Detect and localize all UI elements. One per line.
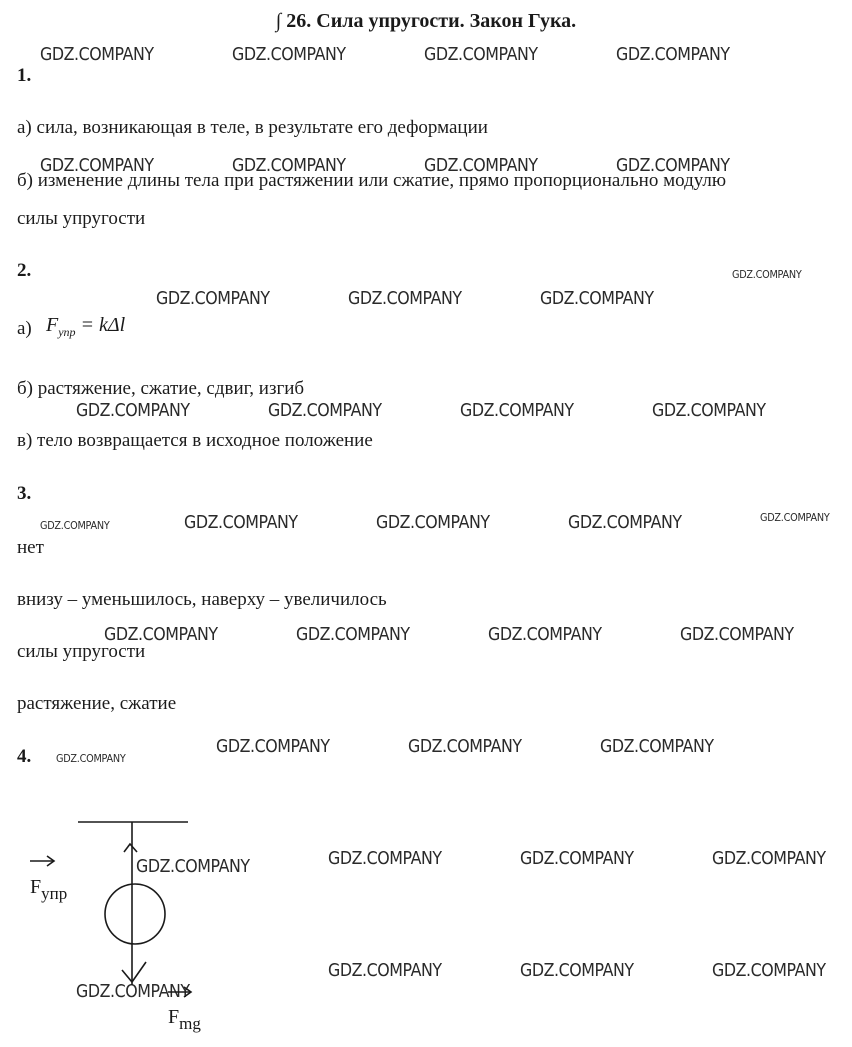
watermark: GDZ.COMPANY — [732, 268, 802, 281]
watermark: GDZ.COMPANY — [232, 44, 346, 65]
watermark: GDZ.COMPANY — [424, 155, 538, 176]
watermark: GDZ.COMPANY — [232, 155, 346, 176]
q2-answer-c: в) тело возвращается в исходное положение — [17, 430, 373, 451]
watermark: GDZ.COMPANY — [760, 511, 830, 524]
watermark: GDZ.COMPANY — [56, 752, 126, 765]
watermark: GDZ.COMPANY — [328, 960, 442, 981]
q2-answer-b: б) растяжение, сжатие, сдвиг, изгиб — [17, 378, 305, 399]
question-4-number: 4. — [17, 746, 32, 767]
elastic-force-label: $F_{упр}$ — [30, 876, 68, 903]
watermark: GDZ.COMPANY — [488, 624, 602, 645]
question-1-number: 1. — [17, 65, 32, 86]
watermark: GDZ.COMPANY — [460, 400, 574, 421]
watermark: GDZ.COMPANY — [520, 848, 634, 869]
watermark: GDZ.COMPANY — [652, 400, 766, 421]
watermark: GDZ.COMPANY — [40, 519, 110, 532]
watermark: GDZ.COMPANY — [268, 400, 382, 421]
gravity-force-label: $F_{mg}$ — [168, 1006, 201, 1033]
watermark: GDZ.COMPANY — [680, 624, 794, 645]
watermark: GDZ.COMPANY — [348, 288, 462, 309]
q1-answer-a: а) сила, возникающая в теле, в результате его деформации — [17, 117, 488, 138]
watermark: GDZ.COMPANY — [328, 848, 442, 869]
watermark: GDZ.COMPANY — [540, 288, 654, 309]
question-3-number: 3. — [17, 483, 32, 504]
q3-answer-3: силы упругости — [17, 641, 146, 662]
q1-answer-b-line1: б) изменение длины тела при растяжении или сжатие, прямо пропорционально модулю — [17, 170, 727, 191]
watermark: GDZ.COMPANY — [40, 155, 154, 176]
watermark: GDZ.COMPANY — [104, 624, 218, 645]
watermark: GDZ.COMPANY — [712, 960, 826, 981]
q3-answer-2: внизу – уменьшилось, наверху – увеличилось — [17, 589, 387, 610]
formula-force-symbol: F — [46, 314, 59, 336]
watermark: GDZ.COMPANY — [76, 400, 190, 421]
watermark: GDZ.COMPANY — [376, 512, 490, 533]
section-title: ∫ 26. Сила упругости. Закон Гука. — [275, 10, 577, 32]
watermark: GDZ.COMPANY — [408, 736, 522, 757]
suspended-ball — [105, 884, 165, 944]
watermark: GDZ.COMPANY — [184, 512, 298, 533]
watermark: GDZ.COMPANY — [616, 155, 730, 176]
watermark: GDZ.COMPANY — [136, 856, 250, 877]
q3-answer-1: нет — [17, 537, 44, 558]
watermark: GDZ.COMPANY — [216, 736, 330, 757]
watermark: GDZ.COMPANY — [40, 44, 154, 65]
gravity-force-arrowhead — [122, 962, 146, 982]
formula-force-subscript: упр — [58, 325, 76, 339]
watermark: GDZ.COMPANY — [712, 848, 826, 869]
q3-answer-4: растяжение, сжатие — [17, 693, 177, 714]
q1-answer-b-line2: силы упругости — [17, 208, 146, 229]
watermark: GDZ.COMPANY — [520, 960, 634, 981]
watermark: GDZ.COMPANY — [424, 44, 538, 65]
question-2-number: 2. — [17, 260, 32, 281]
watermark: GDZ.COMPANY — [600, 736, 714, 757]
q2-answer-a-prefix: а) — [17, 318, 32, 339]
watermark: GDZ.COMPANY — [568, 512, 682, 533]
watermark: GDZ.COMPANY — [156, 288, 270, 309]
elastic-force-arrowhead — [124, 844, 137, 852]
formula-rhs: = kΔl — [80, 314, 126, 336]
watermark: GDZ.COMPANY — [616, 44, 730, 65]
watermark: GDZ.COMPANY — [296, 624, 410, 645]
watermark: GDZ.COMPANY — [76, 981, 190, 1002]
